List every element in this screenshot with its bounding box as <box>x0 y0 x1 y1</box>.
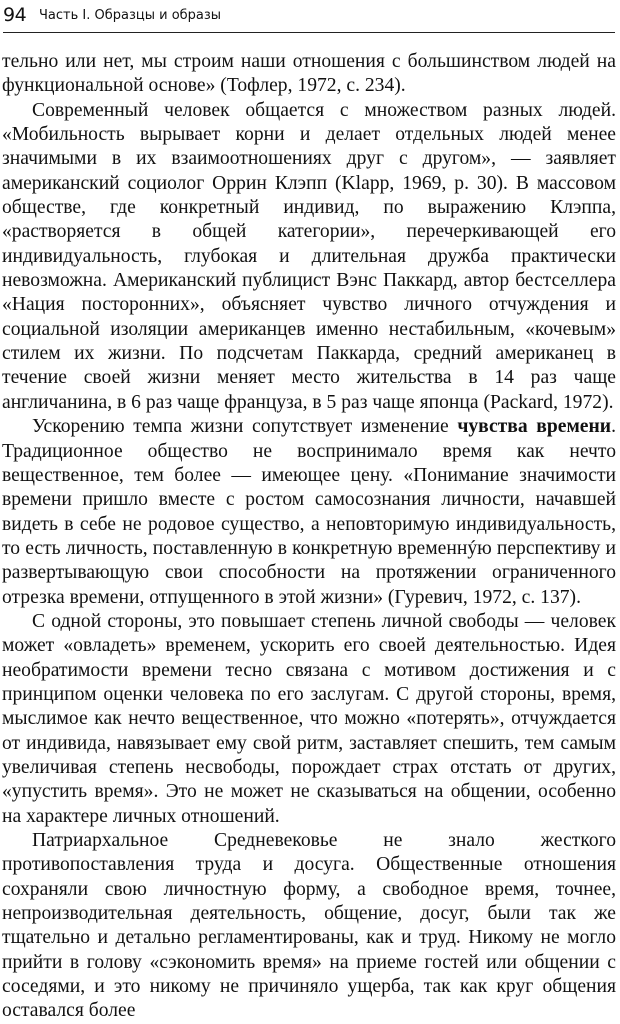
paragraph-text: Ускорению темпа жизни сопутствует изменение <box>32 416 458 438</box>
text-body <box>2 50 616 1024</box>
paragraph-modern-communication: Современный человек общается с множеством разных людей. «Мобильность вырывает корни и делает отдельных людей менее значимыми в их взаимоотношениях друг с другом», — заявляет американский социолог Оррин Клэпп (Klapp, 1969, p. 30). В массовом обществе, где конкретный индивид, по выражению Клэппа, «растворяется в общей категории», перечеркивающей его индивидуальность, глубокая и длительная дружба практически невозможна. Американский публицист Вэнс Паккард, автор бестселлера «Нация посторонних», объясняет чувство личного отчуждения и социальной изоляции американцев именно нестабильным, «кочевым» стилем их жизни. По подсчетам Паккарда, средний американец в течение своей жизни меняет место жительства в 14 раз чаще англичанина, в 6 раз чаще француза, в 5 раз чаще японца (Packard, 1972). <box>2 99 616 413</box>
running-head: Часть I. Образцы и образы <box>39 8 222 23</box>
paragraph-text: . Традиционное общество не воспринимало время как нечто вещественное, тем более — имеющее цену. «Понимание значимости времени пришло вместе с ростом самосознания личности, начавшей видеть в себе не родовое существо, а неповторимую индивидуальность, то есть личность, поставленную в конкретную временнýю перспективу и развертывающую свои способности на протяжении ограниченного отрезка времени, отпущенного в этой жизни» (Гуревич, 1972, с. 137). <box>2 416 616 608</box>
page-header <box>3 4 615 33</box>
bold-term: чувства времени <box>457 416 612 438</box>
paragraph-freedom: С одной стороны, это повышает степень личной свободы — человек может «овладеть» временем, ускорить его своей деятельностью. Идея необратимости времени тесно связана с мотивом достижения и с принципом оценки человека по его заслугам. С другой стороны, время, мыслимое как нечто вещественное, что можно «потерять», отчуждается от индивида, навязывает ему свой ритм, заставляет спешить, тем самым увеличивая степень несвободы, порождает страх отстать от других, «упустить время». Это не может не сказываться на общении, особенно на характере личных отношений. <box>2 610 616 827</box>
paragraph-continued: тельно или нет, мы строим наши отношения с большинством людей на функциональной основе» (Тофлер, 1972, с. 234). <box>2 51 616 97</box>
paragraph-sense-of-time <box>2 415 616 610</box>
paragraph-middle-ages: Патриархальное Средневековье не знало жесткого противопоставления труда и досуга. Общественные отношения сохраняли свою личностную форму, а свободное время, точнее, непроизводительная деятельность, общение, досуг, были так же тщательно и детально регламентированы, как и труд. Никому не могло прийти в голову «сэкономить время» на приеме гостей или общении с соседями, и это никому не причиняло ущерба, так как круг общения оставался более <box>2 830 616 1022</box>
page-number: 94 <box>3 4 27 26</box>
